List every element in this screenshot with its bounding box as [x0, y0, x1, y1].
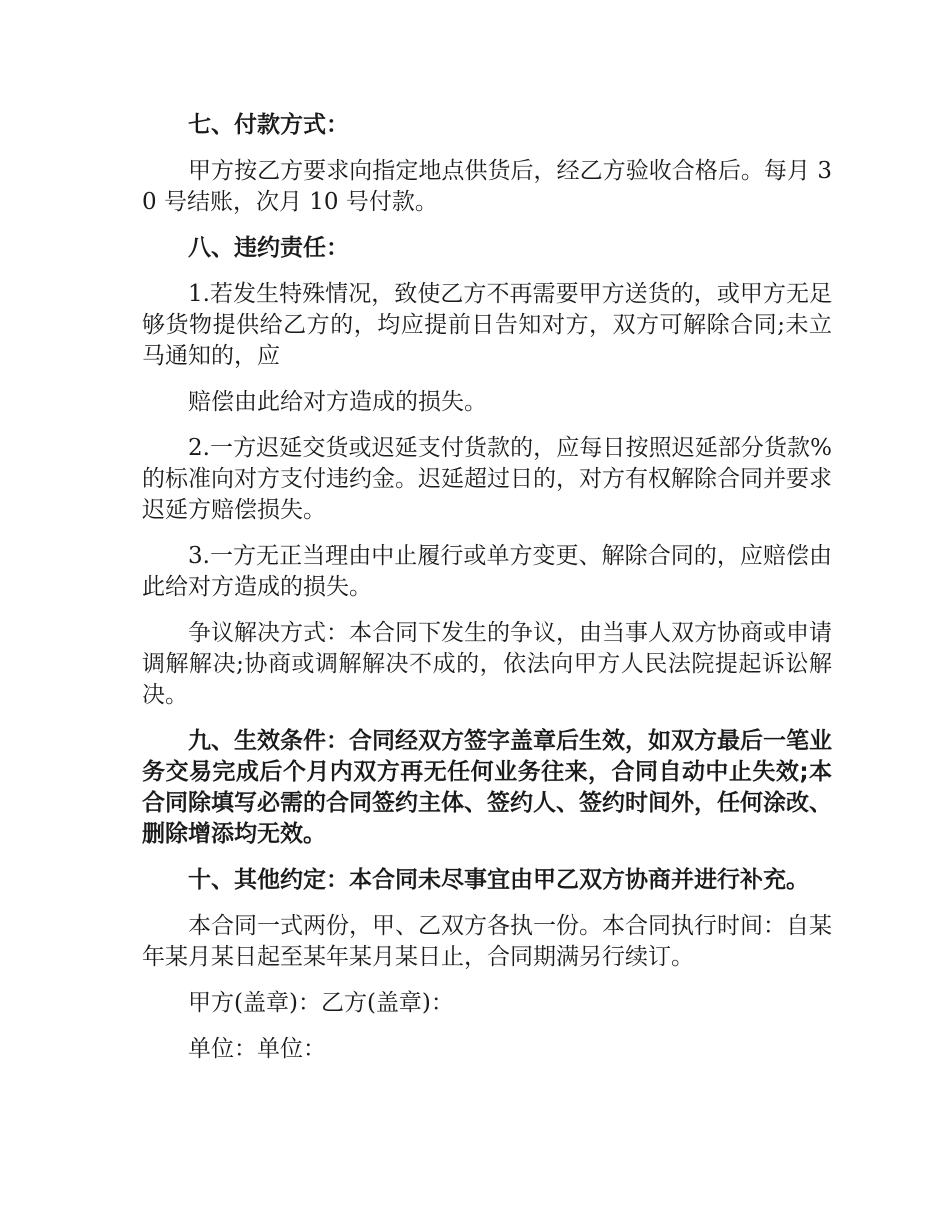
copies-and-term-paragraph: 本合同一式两份，甲、乙双方各执一份。本合同执行时间：自某年某月某日起至某年某月某日止，合同期满另行续订。 [142, 913, 832, 970]
section-effective-conditions: 九、生效条件：合同经双方签字盖章后生效，如双方最后一笔业务交易完成后个月内双方再无任何业务往来，合同自动中止失效;本合同除填写必需的合同签约主体、签约人、签约时间外，任何涂改、删除增添均无效。 [142, 728, 832, 847]
payment-terms-paragraph: 甲方按乙方要求向指定地点供货后，经乙方验收合格后。每月 30 号结账，次月 10 号付款。 [142, 158, 832, 215]
liability-clause-2: 2.一方迟延交货或迟延支付货款的，应每日按照迟延部分货款%的标准向对方支付违约金。迟延超过日的，对方有权解除合同并要求迟延方赔偿损失。 [142, 435, 832, 523]
liability-clause-3: 3.一方无正当理由中止履行或单方变更、解除合同的，应赔偿由此给对方造成的损失。 [142, 543, 832, 600]
seal-line: 甲方(盖章)：乙方(盖章)： [188, 990, 454, 1016]
liability-clause-1: 1.若发生特殊情况，致使乙方不再需要甲方送货的，或甲方无足够货物提供给乙方的，均应提前日告知对方，双方可解除合同;未立马通知的，应 [142, 281, 832, 369]
dispute-resolution-paragraph: 争议解决方式：本合同下发生的争议，由当事人双方协商或申请调解解决;协商或调解解决不成的，依法向甲方人民法院提起诉讼解决。 [142, 620, 832, 708]
liability-clause-1-continued: 赔偿由此给对方造成的损失。 [188, 389, 487, 415]
document-page [142, 110, 832, 1080]
unit-line: 单位：单位： [188, 1036, 326, 1062]
section-heading-liability: 八、违约责任： [188, 235, 349, 261]
section-heading-payment: 七、付款方式： [188, 112, 349, 138]
section-other-agreements: 十、其他约定：本合同未尽事宜由甲乙双方协商并进行补充。 [188, 867, 809, 893]
